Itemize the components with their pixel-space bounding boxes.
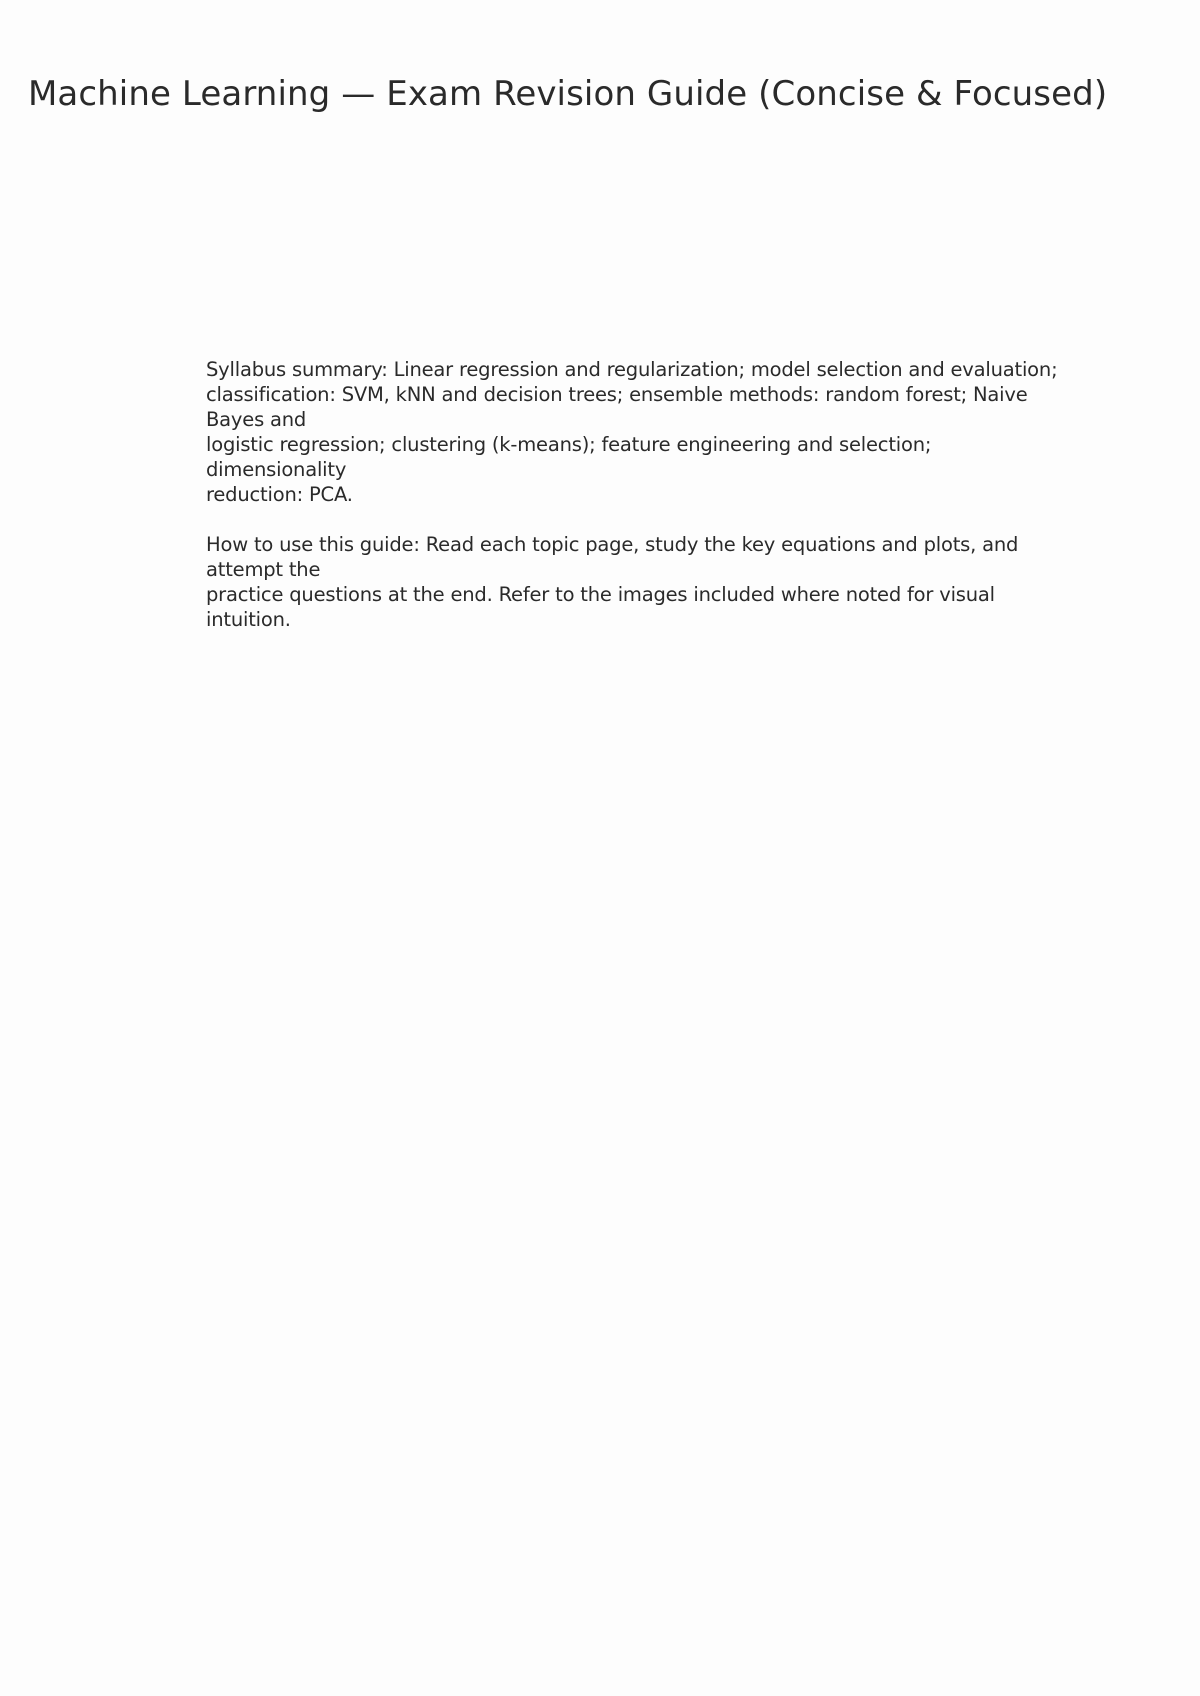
syllabus-line-4: logistic regression; clustering (k-means); feature engineering and selection;: [206, 433, 932, 456]
usage-line-2: attempt the: [206, 558, 321, 581]
usage-instructions-paragraph: [206, 532, 1186, 632]
syllabus-line-5: dimensionality: [206, 458, 347, 481]
usage-line-4: intuition.: [206, 608, 291, 631]
document-body: [206, 357, 1186, 632]
syllabus-summary-paragraph: [206, 357, 1186, 507]
usage-line-3: practice questions at the end. Refer to the images included where noted for visual: [206, 583, 995, 606]
syllabus-line-3: Bayes and: [206, 408, 307, 431]
paragraph-spacer: [206, 507, 1186, 532]
syllabus-line-6: reduction: PCA.: [206, 483, 353, 506]
syllabus-line-1: Syllabus summary: Linear regression and regularization; model selection and evaluation;: [206, 358, 1058, 381]
syllabus-line-2: classification: SVM, kNN and decision trees; ensemble methods: random forest; Naive: [206, 383, 1028, 406]
usage-line-1: How to use this guide: Read each topic page, study the key equations and plots, and: [206, 533, 1019, 556]
page-title: Machine Learning — Exam Revision Guide (Concise & Focused): [28, 74, 1108, 114]
